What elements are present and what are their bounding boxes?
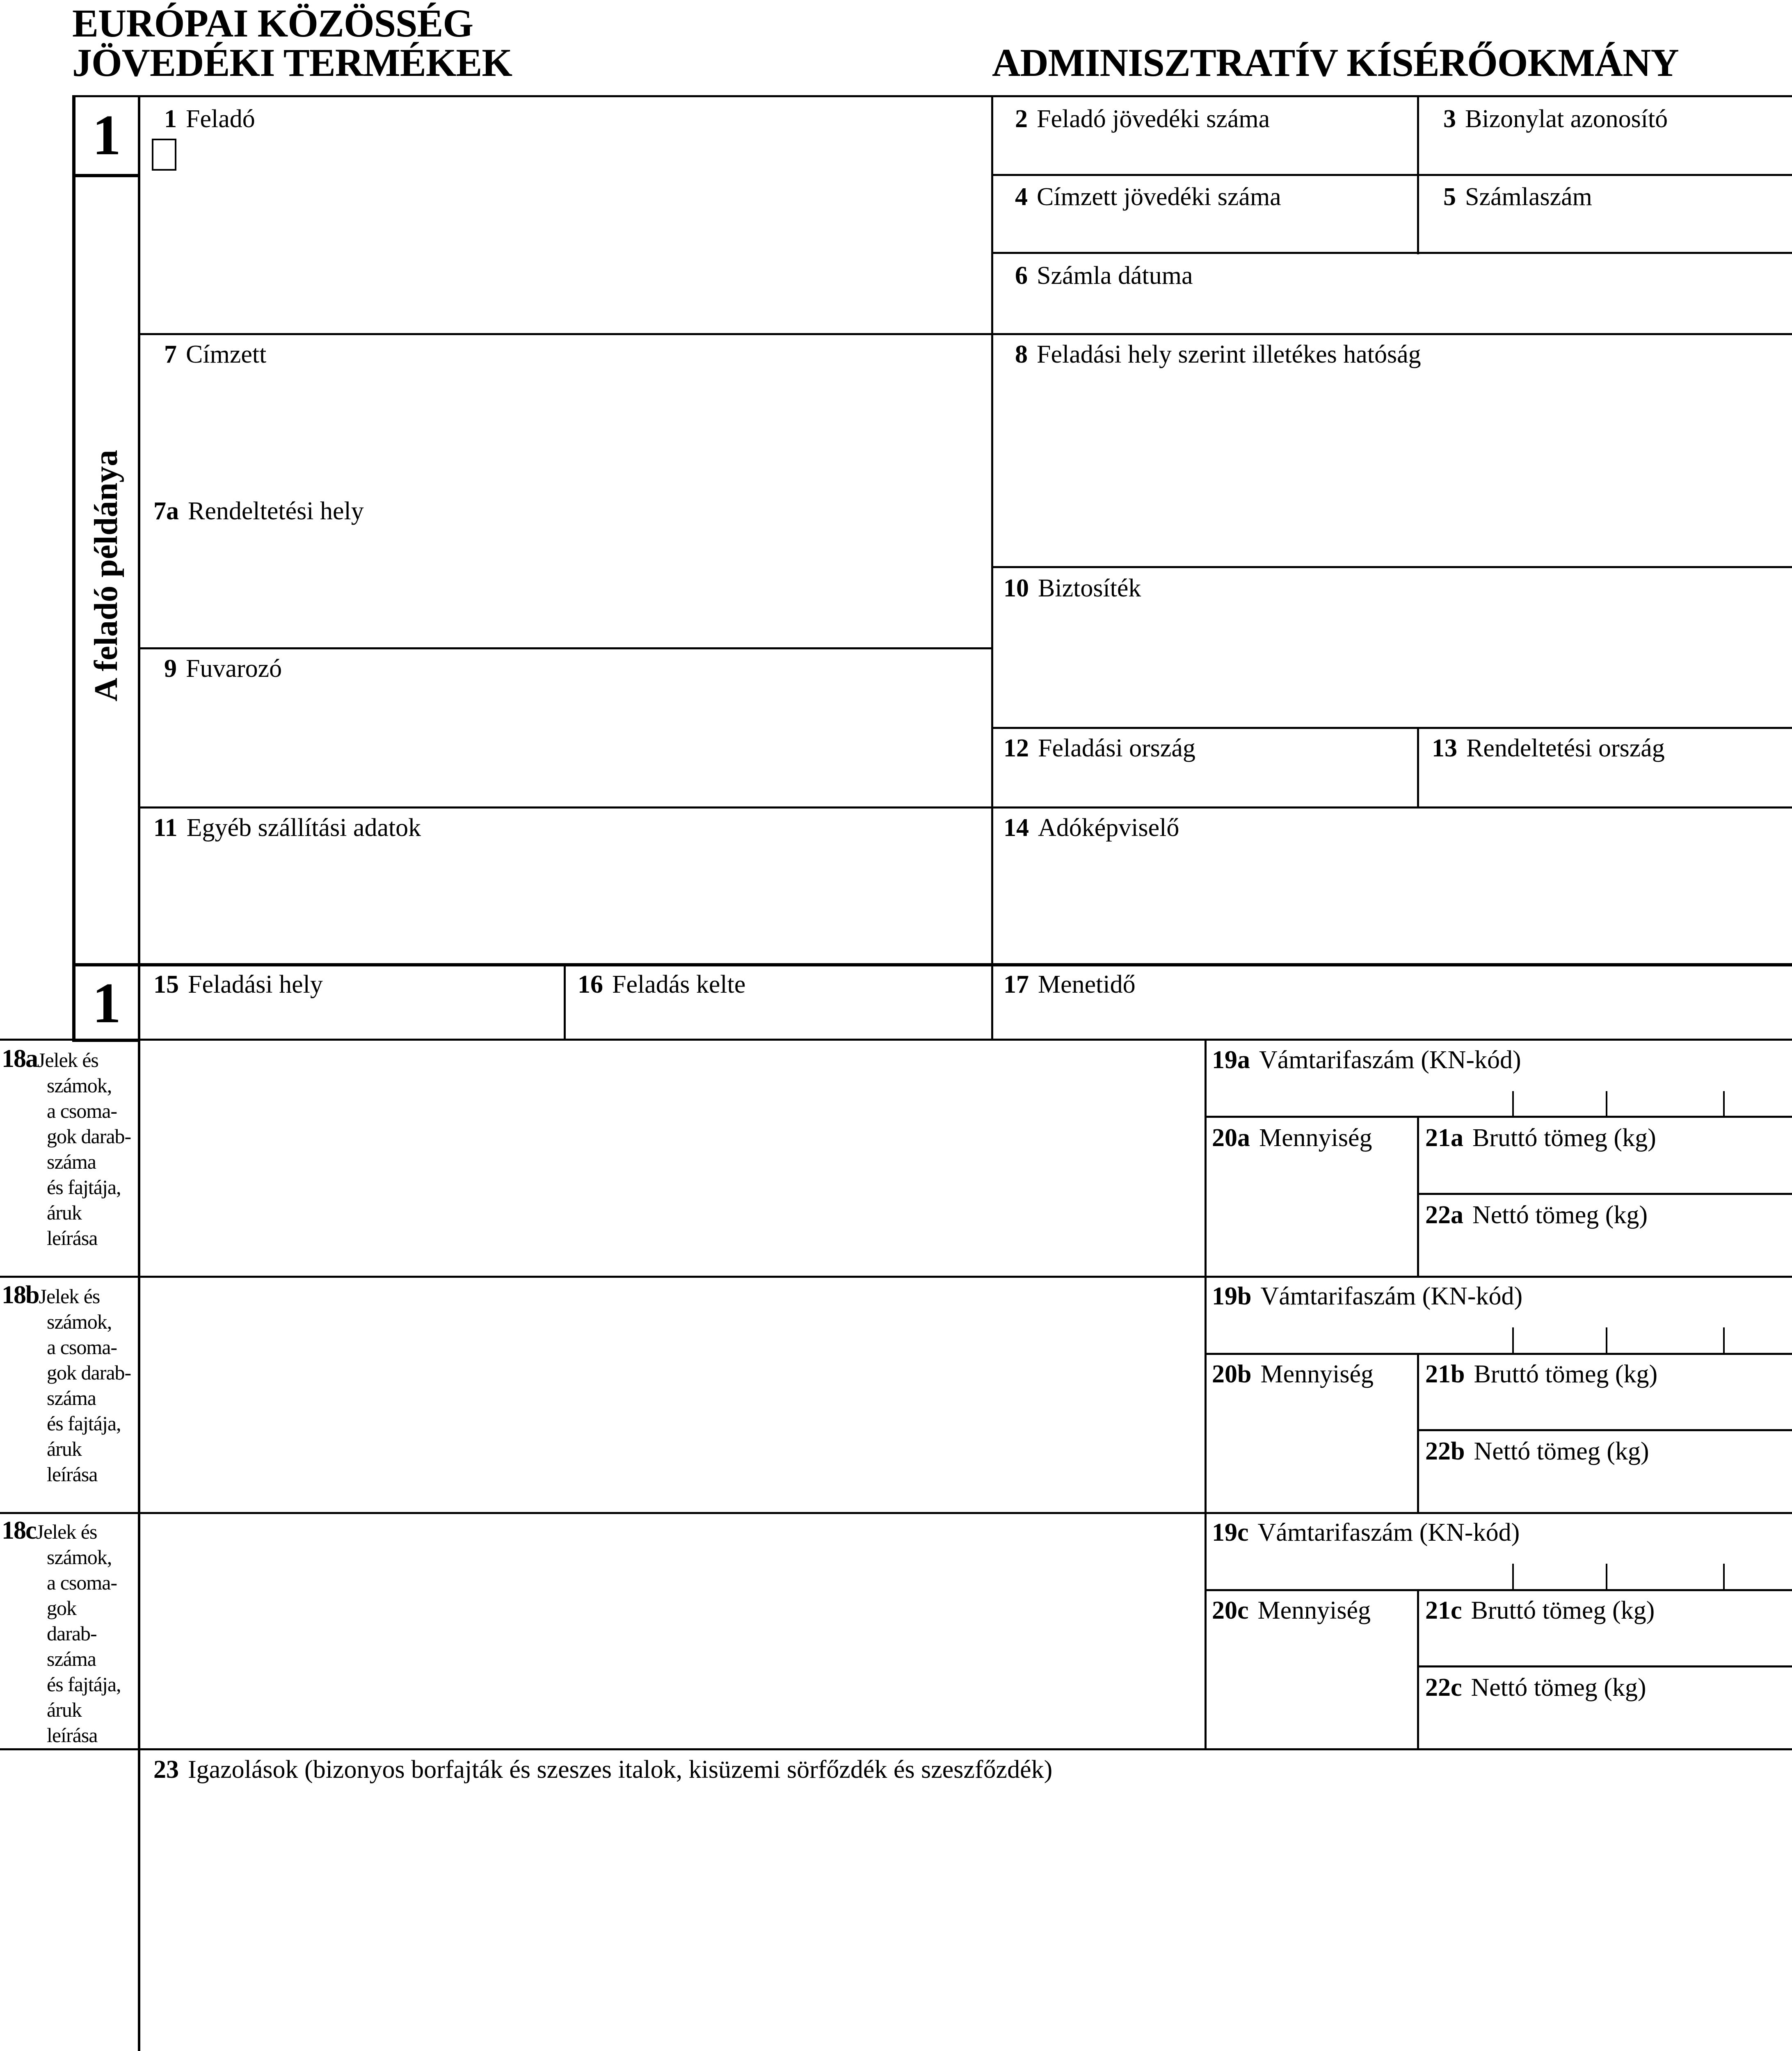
field-14-tax-representative: 14 Adóképviselő	[1003, 814, 1179, 842]
field-21a-gross-weight: 21a Bruttó tömeg (kg)	[1425, 1124, 1656, 1152]
copy-number-bottom: 1	[92, 971, 121, 1035]
field-12-country-of-dispatch: 12 Feladási ország	[1003, 734, 1195, 762]
field-22a-net-weight: 22a Nettó tömeg (kg)	[1425, 1201, 1648, 1229]
field-10-guarantee: 10 Biztosíték	[1003, 574, 1141, 602]
header-line-1: EURÓPAI KÖZÖSSÉG	[72, 1, 473, 45]
copy-number-top: 1	[92, 103, 121, 167]
field-1-sender: 1 Feladó	[164, 105, 255, 133]
field-21b-gross-weight: 21b Bruttó tömeg (kg)	[1425, 1360, 1658, 1388]
field-7a-destination: 7a Rendeltetési hely	[153, 497, 364, 525]
field-19c-tariff-code: 19c Vámtarifaszám (KN-kód)	[1212, 1519, 1520, 1546]
field-2-sender-excise-number: 2 Feladó jövedéki száma	[1015, 105, 1270, 133]
field-16-date-of-dispatch: 16 Feladás kelte	[578, 971, 746, 998]
item-c-description-label: 18cJelek és számok, a csoma- gok darab- száma és fajtája, áruk leírása	[2, 1517, 121, 1747]
sender-checkbox[interactable]	[152, 139, 176, 171]
field-4-consignee-excise-number: 4 Címzett jövedéki száma	[1015, 183, 1281, 211]
field-22b-net-weight: 22b Nettó tömeg (kg)	[1425, 1437, 1649, 1465]
item-b-description-label: 18bJelek és számok, a csoma- gok darab- száma és fajtája, áruk leírása	[2, 1281, 131, 1486]
copy-label: A feladó példánya	[88, 450, 124, 701]
field-19b-tariff-code: 19b Vámtarifaszám (KN-kód)	[1212, 1282, 1523, 1310]
field-20a-quantity: 20a Mennyiség	[1212, 1124, 1372, 1152]
field-21c-gross-weight: 21c Bruttó tömeg (kg)	[1425, 1596, 1655, 1624]
field-17-transit-time: 17 Menetidő	[1003, 971, 1136, 998]
field-13-country-of-destination: 13 Rendeltetési ország	[1432, 734, 1665, 762]
field-11-other-transport-data: 11 Egyéb szállítási adatok	[153, 814, 421, 842]
field-20c-quantity: 20c Mennyiség	[1212, 1596, 1371, 1624]
field-3-document-id: 3 Bizonylat azonosító	[1443, 105, 1668, 133]
field-5-invoice-number: 5 Számlaszám	[1443, 183, 1592, 211]
field-20b-quantity: 20b Mennyiség	[1212, 1360, 1374, 1388]
field-15-place-of-dispatch: 15 Feladási hely	[153, 971, 323, 998]
header-line-2: JÖVEDÉKI TERMÉKEK	[72, 41, 512, 85]
field-19a-tariff-code: 19a Vámtarifaszám (KN-kód)	[1212, 1046, 1521, 1074]
field-8-competent-authority: 8 Feladási hely szerint illetékes hatóság	[1015, 340, 1421, 368]
field-23-certifications: 23 Igazolások (bizonyos borfajták és szeszes italok, kisüzemi sörfőzdék és szeszfőzdék)	[153, 1756, 1053, 1784]
field-7-consignee: 7 Címzett	[164, 340, 267, 368]
field-6-invoice-date: 6 Számla dátuma	[1015, 262, 1193, 290]
field-22c-net-weight: 22c Nettó tömeg (kg)	[1425, 1674, 1646, 1702]
item-a-description-label: 18aJelek és számok, a csoma- gok darab- száma és fajtája, áruk leírása	[2, 1045, 131, 1249]
document-title: ADMINISZTRATÍV KÍSÉRŐOKMÁNY	[992, 41, 1679, 85]
field-9-carrier: 9 Fuvarozó	[164, 655, 282, 683]
